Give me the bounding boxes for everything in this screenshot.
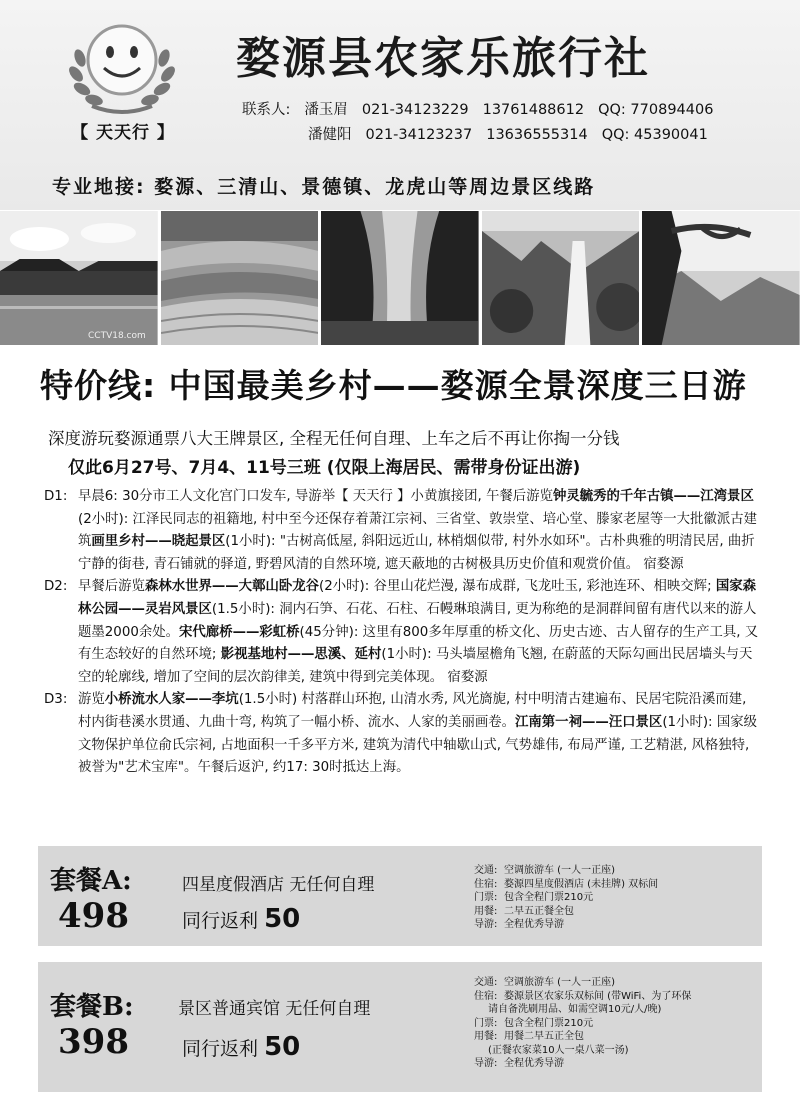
contact-label: 联系人: <box>242 102 291 118</box>
itinerary-day <box>44 689 764 779</box>
detail-key: 门票: <box>474 892 498 903</box>
package-details <box>474 976 764 1071</box>
detail-row <box>474 990 764 1004</box>
rebate-value: 50 <box>264 904 301 934</box>
detail-value: 全程优秀导游 <box>504 1058 564 1069</box>
rebate-label: 同行返利 <box>182 910 259 932</box>
detail-key: 用餐: <box>474 905 498 917</box>
package-title: 套餐B: <box>50 992 134 1022</box>
day-text-part: (1小时): 国家级文物保护单位俞氏宗祠, 占地面积一千多平方米, 建筑为清代中轴歇山式, 气势雄伟, 布局严谨, 工艺精湛, 风格独特, 被誉为"艺术宝库"。午餐后返沪, 约17: 30时抵达上海。 <box>78 714 758 776</box>
day-text-part: 游览 <box>78 692 105 708</box>
day-label: D1: <box>44 489 68 504</box>
package-title: 套餐A: <box>50 866 132 896</box>
day-text <box>78 486 764 576</box>
service-area-line: 专业地接: 婺源、三清山、景德镇、龙虎山等周边景区线路 <box>52 176 596 198</box>
detail-value: 空调旅游车 (一人一正座) <box>504 977 615 988</box>
detail-row <box>474 1003 764 1017</box>
detail-key: 交通: <box>474 977 498 988</box>
day-text-part: (2小时): 谷里山花烂漫, 瀑布成群, 飞龙吐玉, 彩池连环、相映交辉; <box>319 579 716 595</box>
package-hotel: 四星度假酒店 无任何自理 <box>182 875 375 895</box>
detail-value: 婺源景区农家乐双标间 (带WiFi、为了环保 <box>504 990 692 1002</box>
detail-key: 住宿: <box>474 878 498 890</box>
mountain-pine-photo <box>642 211 800 345</box>
contact-phone: 021-34123229 <box>361 102 469 118</box>
detail-value: 请自备洗刷用品、如需空调10元/人/晚) <box>488 1004 662 1015</box>
detail-row <box>474 1057 764 1071</box>
promo-subline: 深度游玩婺源通票八大王牌景区, 全程无任何自理、上车之后不再让你掏一分钱 <box>48 429 620 448</box>
detail-row <box>474 1030 764 1044</box>
photo-strip <box>0 211 800 345</box>
smiley-laurel-logo <box>62 18 182 118</box>
contact-mobile: 13636555314 <box>486 127 588 143</box>
detail-row <box>474 878 764 892</box>
day-text <box>78 576 764 689</box>
day-text-part: (1小时): "古树高低屋, 斜阳远近山, 林梢烟似带, 村外水如环"。古朴典雅的明清民居, 曲折宁静的街巷, 青石铺就的驿道, 野碧风清的自然环境, 遮天蔽地的古树极具历史价值和观赏价值。 宿婺源 <box>78 534 755 572</box>
waterfall-photo <box>482 211 640 345</box>
attraction-name: 钟灵毓秀的千年古镇——江湾景区 <box>552 489 754 504</box>
detail-row <box>474 1017 764 1031</box>
package-details <box>474 864 764 932</box>
contact-name: 潘健阳 <box>308 127 352 143</box>
detail-value: 用餐二早五正全包 <box>504 1031 584 1042</box>
detail-value: 婺源四星度假酒店 (未挂牌) 双标间 <box>504 878 659 890</box>
detail-row <box>474 1044 764 1058</box>
detail-row <box>474 976 764 990</box>
contact-qq: QQ: 770894406 <box>598 102 714 118</box>
detail-row <box>474 864 764 878</box>
attraction-name: 国家森林公园——灵岩风景区 <box>78 579 757 617</box>
attraction-name: 影视基地村——思溪、延村 <box>220 647 382 663</box>
brand-tag: 【 天天行 】 <box>71 123 175 143</box>
detail-value: (正餐农家菜10人一桌八菜一汤) <box>488 1044 629 1056</box>
detail-value: 全程优秀导游 <box>504 919 564 930</box>
day-text-part: (2小时): 江泽民同志的祖籍地, 村中至今还保存着萧江宗祠、三省堂、敦崇堂、培心堂、滕家老屋等一大批徽派古建筑 <box>78 511 757 550</box>
package-rebate <box>182 904 300 934</box>
attraction-name: 宋代廊桥——彩虹桥 <box>179 624 300 640</box>
watermark: CCTV18.com <box>88 331 146 341</box>
package-price: 498 <box>58 896 129 936</box>
promo-headline: 特价线: 中国最美乡村——婺源全景深度三日游 <box>40 366 747 405</box>
detail-value: 二早五正餐全包 <box>504 905 574 917</box>
attraction-name: 画里乡村——晓起景区 <box>91 534 226 550</box>
detail-key: 门票: <box>474 1017 498 1029</box>
day-text-part: 早餐后游览 <box>78 579 145 595</box>
terraced-fields-photo <box>161 211 319 345</box>
itinerary <box>44 486 764 780</box>
package-hotel: 景区普通宾馆 无任何自理 <box>178 999 371 1019</box>
day-text-part: (1小时): 马头墙屋檐角飞翘, 在蔚蓝的天际勾画出民居墙头与天空的轮廓线, 增加了空间的层次韵律美, 建筑中得到完美体现。 宿婺源 <box>78 647 753 685</box>
day-text-part: (1.5小时): 洞内石笋、石花、石柱、石幔琳琅满目, 更为称绝的是洞群间留有唐代以来的游人题墨2000余处。 <box>78 601 757 640</box>
detail-key: 导游: <box>474 919 498 930</box>
day-text-part: (1.5小时) 村落群山环抱, 山清水秀, 风光旖旎, 村中明清古建遍布、民居宅院沿溪而建, 村内街巷溪水贯通、九曲十弯, 构筑了一幅小桥、流水、人家的美丽画卷。 <box>78 692 747 730</box>
detail-value: 包含全程门票210元 <box>504 1017 594 1029</box>
attraction-name: 小桥流水人家——李坑 <box>104 692 239 708</box>
cave-photo <box>321 211 479 345</box>
day-label: D2: <box>44 579 68 595</box>
contact-qq: QQ: 45390041 <box>601 127 708 143</box>
detail-key: 住宿: <box>474 990 498 1002</box>
detail-key: 交通: <box>474 865 498 876</box>
detail-key: 用餐: <box>474 1031 498 1042</box>
attraction-name: 森林水世界——大鄣山卧龙谷 <box>144 579 320 595</box>
detail-row <box>474 918 764 932</box>
contact-block <box>242 98 727 148</box>
itinerary-day <box>44 576 764 689</box>
package-b-panel <box>38 962 762 1092</box>
agency-name: 婺源县农家乐旅行社 <box>236 33 650 84</box>
departure-dates: 仅此6月27号、7月4、11号三班 (仅限上海居民、需带身份证出游) <box>68 458 581 478</box>
rebate-value: 50 <box>264 1032 301 1062</box>
day-label: D3: <box>44 692 68 708</box>
detail-value: 空调旅游车 (一人一正座) <box>504 865 615 876</box>
package-price: 398 <box>58 1022 129 1062</box>
detail-value: 包含全程门票210元 <box>504 892 594 903</box>
day-text-part: 早晨6: 30分市工人文化宫门口发车, 导游举【 天天行 】小黄旗接团, 午餐后游览 <box>78 489 553 504</box>
day-text-part: (45分钟): 这里有800多年厚重的桥文化、历史古迹、古人留存的生产工具, 又有生态较好的自然环境; <box>78 624 759 663</box>
contact-row <box>242 123 727 148</box>
covered-bridge-photo <box>0 211 158 345</box>
contact-phone: 021-34123237 <box>365 127 473 143</box>
contact-name: 潘玉眉 <box>304 102 348 118</box>
attraction-name: 江南第一祠——汪口景区 <box>515 714 663 730</box>
detail-row <box>474 905 764 919</box>
header <box>0 0 800 210</box>
package-rebate <box>182 1032 300 1062</box>
package-a-panel <box>38 846 762 946</box>
detail-key: 导游: <box>474 1058 498 1069</box>
contact-row <box>242 98 727 123</box>
rebate-label: 同行返利 <box>182 1038 259 1060</box>
contact-mobile: 13761488612 <box>482 102 585 118</box>
itinerary-day <box>44 486 764 576</box>
detail-row <box>474 891 764 905</box>
day-text <box>78 689 764 779</box>
